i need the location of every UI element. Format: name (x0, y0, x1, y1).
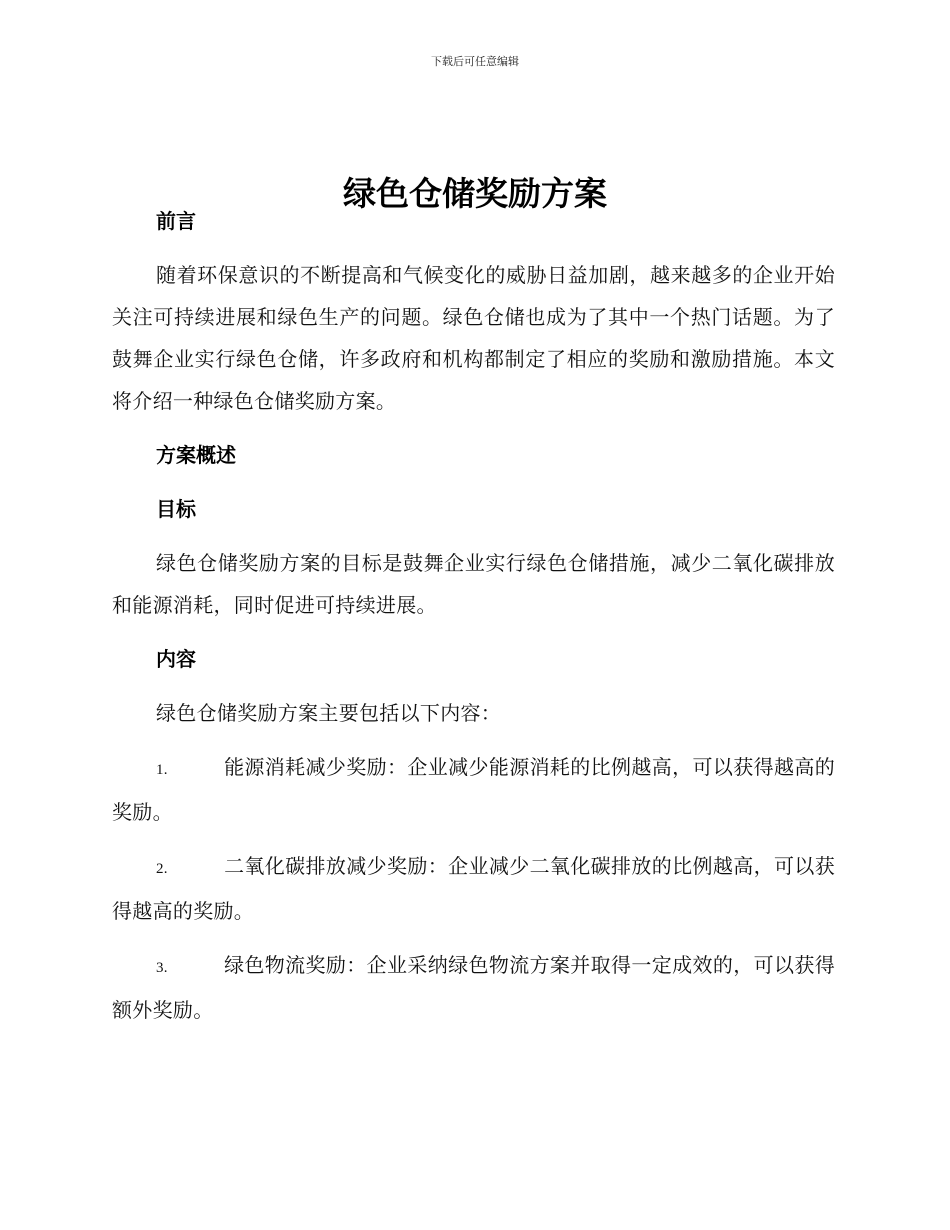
content-heading: 内容 (156, 647, 196, 671)
document-body (112, 200, 835, 1031)
list-item (112, 944, 835, 1031)
list-item-text: 绿色物流奖励：企业采纳绿色物流方案并取得一定成效的，可以获得额外奖励。 (112, 953, 835, 1022)
content-intro-paragraph: 绿色仓储奖励方案主要包括以下内容： (156, 701, 502, 725)
goal-paragraph: 绿色仓储奖励方案的目标是鼓舞企业实行绿色仓储措施，减少二氧化碳排放和能源消耗，同时促进可持续进展。 (112, 551, 835, 617)
list-item (112, 746, 835, 833)
header-note: 下载后可任意编辑 (431, 55, 519, 68)
list-item-text: 能源消耗减少奖励：企业减少能源消耗的比例越高，可以获得越高的奖励。 (112, 755, 835, 824)
preface-heading: 前言 (156, 209, 196, 233)
list-item-number: 2. (156, 861, 168, 877)
overview-heading: 方案概述 (156, 443, 236, 467)
document-title: 绿色仓储奖励方案 (343, 174, 607, 214)
list-item-text: 二氧化碳排放减少奖励：企业减少二氧化碳排放的比例越高，可以获得越高的奖励。 (112, 854, 835, 923)
list-item-number: 1. (156, 762, 168, 778)
preface-paragraph: 随着环保意识的不断提高和气候变化的威胁日益加剧，越来越多的企业开始关注可持续进展和绿色生产的问题。绿色仓储也成为了其中一个热门话题。为了鼓舞企业实行绿色仓储，许多政府和机构都制定了相应的奖励和激励措施。本文将介绍一种绿色仓储奖励方案。 (112, 263, 835, 413)
list-item (112, 845, 835, 932)
goal-heading: 目标 (156, 497, 196, 521)
list-item-number: 3. (156, 960, 168, 976)
